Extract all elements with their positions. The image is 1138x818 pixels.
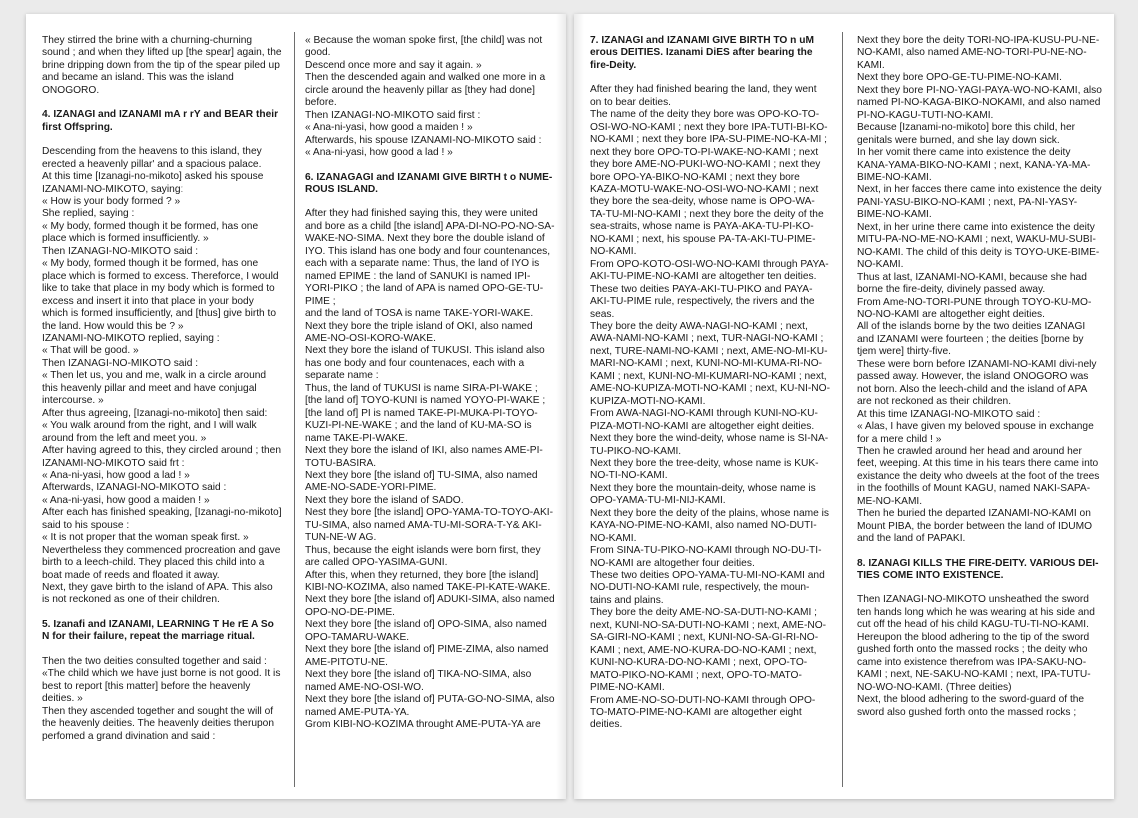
paragraph: They stirred the brine with a churning-churning sound ; and when they lifted up [the spear] again, the brine dripping down from the tip of the spear piled up and became an island. This was the island ONOGORO. bbox=[42, 35, 282, 96]
right-page-column-1 bbox=[590, 35, 830, 787]
left-page-column-1 bbox=[42, 35, 282, 787]
paragraph-gap bbox=[42, 644, 282, 656]
paragraph: Next they bore [the island of] PUTA-GO-NO-SIMA, also named AME-PUTA-YA. bbox=[305, 694, 555, 718]
paragraph: Thus, because the eight islands were born first, they are called OPO-YASIMA-GUNI. bbox=[305, 544, 541, 569]
paragraph: Then he crawled around her head and around her feet, weeping. At this time in his tears there came into existance the deity who dweels at the foot of the trees in the foothills of Mount KAGU, named NAKI-SAPA-ME-NO-KAMI. bbox=[857, 445, 1100, 507]
paragraph-gap bbox=[42, 607, 282, 619]
paragraph: The name of the deity they bore was OPO-KO-TO-OSI-WO-NO-KAMI ; next they bore IPA-TUTI-BI-KO-NO-KAMI ; next they bore IPA-SU-PIME-NO-KA-MI ; next they bore OPO-TO-PI-WAKE-NO-KAMI ; next they bore AME-NO-PUKI-WO-NO-KAMI ; next they bore OPO-YA-BIKO-NO-KAMI ; next they bore KAZA-MOTU-WAKE-NO-OSI-WO-NO-KAMI ; next they bore the sea-deity, whose name is OPO-WA-TA-TU-MI-NO-KAMI ; next they bore the deity of the sea-straits, whose name is PAYA-AKA-TU-PI-KO-NO-KAMI ; next, his spouse PA-TA-AKI-TU-PIME-NO-KAMI. bbox=[590, 109, 828, 258]
gutter-shadow bbox=[556, 14, 566, 799]
section-heading: 6. IZANAGAGI and IZANAMI GIVE BIRTH t o NUME-ROUS ISLAND. bbox=[305, 171, 553, 195]
paragraph: « Ana-ni-yasi, how good a maiden ! » bbox=[305, 122, 473, 134]
paragraph: Nevertheless they commenced procreation and gave birth to a leech-child. They placed this child into a boat made of reeds and floated it away. bbox=[42, 544, 281, 581]
column-divider bbox=[294, 32, 295, 787]
paragraph: Next, they gave birth to the island of APA. This also is not reckoned as one of their children. bbox=[42, 582, 273, 606]
paragraph: « Then let us, you and me, walk in a circle around this heavenly pillar and meet and have conjugal intercourse. » bbox=[42, 370, 267, 407]
paragraph: Then IZANAGI-NO-MIKOTO said first : bbox=[305, 109, 481, 121]
paragraph: After they had finished saying this, they were united and bore as a child [the island] APA-DI-NO-PO-NO-SA-WAKE-NO-SIMA. Next they bore the double island of IYO. This island has one body and four countenances, each with a separate name: Thus, the land of IYO is named EPIME : the land of SANUKI is named IPI-YORI-PIKO ; the land of APA is named OPO-GE-TU-PIME ; bbox=[305, 208, 555, 307]
paragraph: « That will be good. » bbox=[42, 345, 139, 357]
left-page bbox=[26, 14, 566, 799]
paragraph: Next they bore the mountain-deity, whose name is OPO-YAMA-TU-MI-NIJ-KAMI. bbox=[590, 482, 816, 507]
paragraph: Then they ascended together and sought the will of the heavenly deities. The heavenly deities therupon perfomed a grand divination and said : bbox=[42, 705, 275, 742]
paragraph: « How is your body formed ? » bbox=[42, 195, 181, 207]
paragraph: Grom KIBI-NO-KOZIMA throught AME-PUTA-YA are bbox=[305, 719, 541, 731]
paragraph: Next, in her facces there came into existence the deity PANI-YASU-BIKO-NO-KAMI ; next, PA-NI-YASY-BIME-NO-KAMI. bbox=[857, 184, 1102, 221]
paragraph: Next they bore the wind-deity, whose name is SI-NA-TU-PIKO-NO-KAMI. bbox=[590, 433, 829, 457]
paragraph: These two deities PAYA-AKI-TU-PIKO and PAYA-AKI-TU-PIME rule, respectively, the rivers and the seas. bbox=[590, 283, 815, 320]
paragraph: Then the descended again and walked one more in a circle around the heavenly pillar as [they had done] before. bbox=[305, 72, 546, 109]
paragraph-gap bbox=[42, 97, 282, 109]
paragraph: After having agreed to this, they circled around ; then IZANAMI-NO-MIKOTO said frt : bbox=[42, 445, 281, 469]
paragraph: « My body, formed though it be formed, has one place which is formed insufficiently. » bbox=[42, 220, 259, 245]
paragraph: « My body, formed though it be formed, has one place which is formed to excess. Thereforce, I would like to take that place in my body which is formed to excess and insert it into that place in your body which is formed insufficiently, and [thus] give birth to the land. How would this be ? » bbox=[42, 258, 279, 332]
paragraph: « It is not proper that the woman speak first. » bbox=[42, 532, 249, 544]
paragraph: At this time [Izanagi-no-mikoto] asked his spouse IZANAMI-NO-MIKOTO, sayingː bbox=[42, 171, 264, 195]
paragraph: and the land of TOSA is name TAKE-YORI-WAKE. bbox=[305, 308, 534, 320]
paragraph: They bore the deity AME-NO-SA-DUTI-NO-KAMI ; next, KUNI-NO-SA-DUTI-NO-KAMI ; next, AME-NO-SA-GIRI-NO-KAMI ; next, KUNI-NO-SA-GI-RI-NO-KAMI ; next, AME-NO-KURA-DO-NO-KAMI ; next, KUNI-NO-KURA-DO-NO-KAMI ; next, OPO-TO-MATO-PIKO-NO-KAMI ; next, OPO-TO-MATO-PIME-NO-KAMI. bbox=[590, 607, 827, 694]
paragraph: These were born before IZANAMI-NO-KAMI divi-nely passed away. However, the island ONOGORO was not born. Also the leech-child and the island of APA are not reckoned as their children. bbox=[857, 358, 1097, 408]
paragraph-gap bbox=[42, 134, 282, 146]
paragraph-gap bbox=[305, 196, 555, 208]
paragraph: From Ame-NO-TORI-PUNE through TOYO-KU-MO-NO-NO-KAMI are altogether eight deities. bbox=[857, 296, 1092, 320]
paragraph: Next, the blood adhering to the sword-guard of the sword also gushed forth onto the massed rocks ; bbox=[857, 694, 1085, 718]
paragraph: « Ana-ni-yasi, how good a lad ! » bbox=[42, 469, 190, 481]
paragraph: Next they bore the triple island of OKI, also named AME-NO-OSI-KORO-WAKE. bbox=[305, 320, 533, 344]
paragraph: Next they bore the deity TORI-NO-IPA-KUSU-PU-NE-NO-KAMI, also named AME-NO-TORI-PU-NE-NO-KAMI. bbox=[857, 35, 1100, 71]
paragraph: Descend once more and say it again. » bbox=[305, 59, 482, 71]
paragraph: Thus, the land of TUKUSI is name SIRA-PI-WAKE ; [the land of] TOYO-KUNI is named YOYO-PI-WAKE ; [the land of] PI is named TAKE-PI-MUKA-PI-TOYO-KUZI-PI-NE-WAKE ; and the land of KU-MA-SO is name TAKE-PI-WAKE. bbox=[305, 382, 546, 444]
paragraph-gap bbox=[857, 546, 1102, 558]
gutter-shadow bbox=[574, 14, 584, 799]
paragraph: Because [Izanami-no-mikoto] bore this child, her genitals were burned, and she lay down sick. bbox=[857, 122, 1076, 146]
paragraph: Next they bore [the island of] PIME-ZIMA, also named AME-PITOTU-NE. bbox=[305, 644, 549, 668]
section-heading: 5. Izanafi and IZANAMI, LEARNING T He rE A So N for their failure, repeat the marriage ritual. bbox=[42, 618, 274, 643]
paragraph: From AME-NO-SO-DUTI-NO-KAMI through OPO-TO-MATO-PIME-NO-KAMI are altogether eight deities. bbox=[590, 694, 816, 731]
paragraph: «The child which we have just borne is not good. It is best to report [this matter] before the heavenly deities. » bbox=[42, 668, 281, 705]
paragraph: Then IZANAGI-NO-MIKOTO unsheathed the sword ten hands long which he was wearing at his side and cut off the head of his child KAGU-TU-TI-NO-KAMI. bbox=[857, 594, 1095, 631]
paragraph: Next they bore [the island of] TIKA-NO-SIMA, also named AME-NO-OSI-WO. bbox=[305, 669, 532, 693]
paragraph: Next they bore the tree-deity, whose name is KUK-NO-TI-NO-KAMI. bbox=[590, 457, 819, 482]
paragraph: Next, in her urine there came into existence the deity MITU-PA-NO-ME-NO-KAMI ; next, WAKU-MU-SUBI-NO-KAMI. The child of this deity is TOYO-UKE-BIME-NO-KAMI. bbox=[857, 221, 1100, 271]
paragraph: Descending from the heavens to this island, they erected a heavenly pillar' and a spacious palace. bbox=[42, 146, 262, 170]
paragraph: From AWA-NAGI-NO-KAMI through KUNI-NO-KU-PIZA-MOTI-NO-KAMI are altogether eight deities. bbox=[590, 408, 818, 432]
paragraph: Nest they bore [the island] OPO-YAMA-TO-TOYO-AKI-TU-SIMA, also named AMA-TU-MI-SORA-T-Y& AKI-TUN-NE-W AG. bbox=[305, 507, 553, 544]
paragraph: Next they bore [the island of] ADUKI-SIMA, also named OPO-NO-DE-PIME. bbox=[305, 594, 555, 618]
paragraph: Next they bore the island of TUKUSI. This island also has one body and four countenaces, each with a separate name : bbox=[305, 345, 545, 382]
paragraph: « You walk around from the right, and I will walk around from the left and meet you. » bbox=[42, 420, 257, 444]
paragraph: Next they bore the island of IKI, also names AME-PI-TOTU-BASIRA. bbox=[305, 445, 543, 469]
paragraph: « Because the woman spoke first, [the child] was not good. bbox=[305, 35, 543, 59]
paragraph: Then the two deities consulted together and said : bbox=[42, 655, 267, 667]
paragraph-gap bbox=[590, 72, 830, 84]
paragraph: Next they bore PI-NO-YAGI-PAYA-WO-NO-KAMI, also named PI-NO-KAGA-BIKO-NOKAMI, and also named PI-NO-KAGU-TUTI-NO-KAMI. bbox=[857, 84, 1102, 121]
section-heading: 4. IZANAGI and IZANAMI mA r rY and BEAR their first Offspring. bbox=[42, 109, 279, 133]
paragraph: Next they bore [the island of] TU-SIMA, also named AME-NO-SADE-YORI-PIME. bbox=[305, 469, 538, 494]
paragraph: After they had finished bearing the land, they went on to bear deities. bbox=[590, 84, 817, 108]
paragraph: After each has finished speaking, [Izanagi-no-mikoto] said to his spouse : bbox=[42, 507, 282, 531]
paragraph: Next they bore [the island of] OPO-SIMA, also named OPO-TAMARU-WAKE. bbox=[305, 619, 547, 643]
column-divider bbox=[842, 32, 843, 787]
paragraph: Then he buried the departed IZANAMI-NO-KAMI on Mount PIBA, the border between the land of IDUMO and the land of PAPAKI. bbox=[857, 508, 1093, 545]
paragraph: « Alas, I have given my beloved spouse in exchange for a mere child ! » bbox=[857, 421, 1094, 445]
paragraph: These two deities OPO-YAMA-TU-MI-NO-KAMI and NO-DUTI-NO-KAMI rule, respectively, the moun-tains and plains. bbox=[590, 570, 825, 606]
paragraph-gap bbox=[857, 582, 1102, 594]
paragraph: She replied, saying : bbox=[42, 208, 135, 220]
paragraph: In her vomit there came into existence the deity KANA-YAMA-BIKO-NO-KAMI ; next, KANA-YA-MA-BIME-NO-KAMI. bbox=[857, 147, 1091, 183]
paragraph-gap bbox=[305, 160, 555, 172]
section-heading: 7. IZANAGI and IZANAMI GIVE BIRTH TO n uM erous DEITIES. Izanami DiES after bearing the fire-Deity. bbox=[590, 35, 814, 71]
paragraph: At this time IZANAGI-NO-MIKOTO said : bbox=[857, 408, 1041, 420]
paragraph: « Ana-ni-yasi, how good a lad ! » bbox=[305, 147, 453, 159]
paragraph: After this, when they returned, they bore [the island] KIBI-NO-KOZIMA, also named TAKE-PI-KATE-WAKE. bbox=[305, 569, 551, 594]
right-page-column-2 bbox=[857, 35, 1102, 787]
paragraph: From OPO-KOTO-OSI-WO-NO-KAMI through PAYA-AKI-TU-PIME-NO-KAMI are altogether ten deities. bbox=[590, 258, 829, 283]
paragraph: After thus agreeing, [Izanagi-no-mikoto] then said: bbox=[42, 407, 268, 419]
paragraph: All of the islands borne by the two deities IZANAGI and IZANAMI were fourteen ; the deities [borne by tjem were] thirty-five. bbox=[857, 321, 1086, 358]
right-page bbox=[574, 14, 1114, 799]
paragraph: Afterwards, his spouse IZANAMI-NO-MIKOTO said : bbox=[305, 134, 542, 146]
section-heading: 8. IZANAGI KILLS THE FIRE-DEITY. VARIOUS DEI-TIES COME INTO EXISTENCE. bbox=[857, 557, 1099, 582]
paragraph: Next they bore the island of SADO. bbox=[305, 494, 464, 506]
paragraph: IZANAMI-NO-MIKOTO replied, saying : bbox=[42, 332, 220, 344]
left-page-column-2 bbox=[305, 35, 555, 787]
paragraph: Hereupon the blood adhering to the tip of the sword gushed forth onto the massed rocks ; the deity who came into existence therefrom was IPA-SAKU-NO-KAMI ; next, NE-SAKU-NO-KAMI ; next, IPA-TUTU-NO-WO-NO-KAMI. (Three deities) bbox=[857, 631, 1091, 693]
paragraph: Then IZANAGI-NO-MIKOTO said : bbox=[42, 357, 199, 369]
paragraph: Next they bore the deity of the plains, whose name is KAYA-NO-PIME-NO-KAMI, also named NO-DUTI-NO-KAMI. bbox=[590, 507, 829, 544]
paragraph: « Ana-ni-yasi, how good a maiden ! » bbox=[42, 494, 210, 506]
paragraph: Then IZANAGI-NO-MIKOTO said : bbox=[42, 245, 199, 257]
paragraph: They bore the deity AWA-NAGI-NO-KAMI ; next, AWA-NAMI-NO-KAMI ; next, TUR-NAGI-NO-KAMI ; next, TURE-NAMI-NO-KAMI ; next, AME-NO-MI-KU-MARI-NO-KAMI ; next, KUNI-NO-MI-KUMA-RI-NO-KAMI ; next, KUNI-NO-MI-KUMARI-NO-KAMI ; next, AME-NO-KUPIZA-MOTI-NO-KAMI ; next, KU-NI-NO-KUPIZA-MOTI-NO-KAMI. bbox=[590, 320, 830, 407]
paragraph: Next they bore OPO-GE-TU-PIME-NO-KAMI. bbox=[857, 72, 1062, 84]
paragraph: Thus at last, IZANAMI-NO-KAMI, because she had borne the fire-deity, divinely passed away. bbox=[857, 271, 1087, 296]
paragraph: Afterwards, IZANAGI-NO-MIKOTO said : bbox=[42, 482, 227, 494]
paragraph: From SINA-TU-PIKO-NO-KAMI through NO-DU-TI-NO-KAMI are altogether four deities. bbox=[590, 545, 822, 569]
